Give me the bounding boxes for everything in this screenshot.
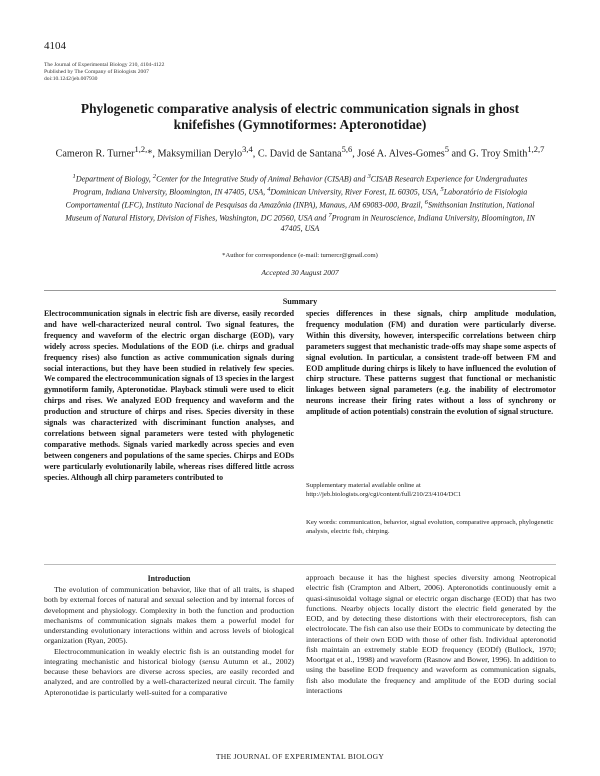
supplementary-link[interactable]: http://jeb.biologists.org/cgi/content/full/210/23/4104/DC1 xyxy=(306,491,462,498)
author-list: Cameron R. Turner$^{1,2,}$*, Maksymilian Derylo$^{3,4}$, C. David de Santana$^{5,6}$, José A. Alves-Gomes$^5$ and G. Troy Smith$^{1,2,7}$ xyxy=(55,144,545,160)
introduction-heading: Introduction xyxy=(147,574,191,583)
journal-citation: The Journal of Experimental Biology 210, 4104-4122 xyxy=(44,62,165,68)
introduction-left-column xyxy=(44,585,294,698)
summary-left-column: Electrocommunication signals in electric fish are diverse, easily recorded and have well-characterized neural control. Two signal features, the frequency and waveform of the electric organ discharge (EOD), vary widely across species. Modulations of the EOD (i.e. chirps and gradual frequency rises) also function as active communication signals during social interactions, but they have been studied in relatively few species. We compared the electrocommunication signals of 13 species in the largest gymnotiform family, Apteronotidae. Playback stimuli were used to elicit chirps and rises. We analyzed EOD frequency and waveform and the production and structure of chirps and rises. Species diversity in these signals was characterized with discriminant function analyses, and correlations between signal parameters were tested with phylogenetic comparative methods. Signals varied markedly across species and even between congeners and populations of the same species. Chirps and EODs were particularly evolutionarily labile, whereas rises differed little across species. Although all chirp parameters contributed to xyxy=(44,309,294,482)
affiliations: $^1$Department of Biology, $^2$Center for the Integrative Study of Animal Behavior (CISAB) and $^3$CISAB Research Experience for Undergraduates Program, Indiana University, Bloomington, IN 47405, USA, $^4$Dominican University, River Forest, IL 60305, USA, $^5$Laboratório de Fisiologia Comportamental (LFC), Instituto Nacional de Pesquisas da Amazônia (INPA), Manaus, AM 69083-000, Brazil, $^6$Smithsonian Institution, National Museum of Natural History, Division of Fishes, Washington, DC 20560, USA and $^7$Program in Neuroscience, Indiana University, Bloomington, IN 47405, USA xyxy=(65,173,535,233)
intro-paragraph-2: Electrocommunication in weakly electric fish is an outstanding model for integrating mechanistic and historical biology (sensu Autumn et al., 2002) because these behaviors are diverse across species, are easily recorded and analyzed, and are controlled by a well-characterized neural circuit. The family Apteronotidae is particularly well-suited for a comparative xyxy=(44,646,294,697)
summary-right-column: species differences in these signals, chirp amplitude modulation, frequency modulation (FM) and duration were particularly diverse. Within this diversity, however, interspecific correlations between chirp parameters suggest that mechanistic trade-offs may shape some aspects of signal evolution. In particular, a consistent trade-off between FM and EOD amplitude during chirps is likely to have influenced the evolution of chirp structure. These patterns suggest that functional or mechanistic linkages between signal parameters (e.g. the inability of electromotor neurons increase their firing rates without a loss of synchrony or amplitude of action potentials) constrain the evolution of signal structure. xyxy=(306,309,556,417)
page-number: 4104 xyxy=(44,40,66,52)
correspondence-note: *Author for correspondence (e-mail: turnercr@gmail.com) xyxy=(222,252,378,259)
journal-footer: THE JOURNAL OF EXPERIMENTAL BIOLOGY xyxy=(215,752,385,761)
supplementary-note xyxy=(306,481,556,499)
section-divider xyxy=(44,564,556,565)
keywords: Key words: communication, behavior, signal evolution, comparative approach, phylogenetic analysis, electric fish, chirping. xyxy=(306,519,554,535)
journal-info xyxy=(44,62,164,84)
intro-paragraph-3: approach because it has the highest species diversity among Neotropical electric fish (Crampton and Albert, 2006). Apteronotids continuously emit a quasi-sinusoidal voltage signal or electric organ discharge (EOD) that has two functions. Nearby objects locally distort the electric field generated by the EOD, and by detecting these distortions with their electroreceptors, fish can electrolocate. The fish can also use their EODs to communicate by detecting the interactions of their own EOD with those of other fish. Individual apteronotid fish maintain an extremely stable EOD frequency (EODf) (Bullock, 1970; Moortgat et al., 1998) and waveform (Rasnow and Bower, 1996). In addition to using the baseline EOD frequency and waveform as communication signals, fish also modulate the frequency and amplitude of the EOD during social interactions xyxy=(306,573,556,695)
title-line-2: knifefishes (Gymnotiformes: Apteronotidae) xyxy=(173,117,427,132)
summary-heading: Summary xyxy=(282,297,318,306)
accepted-date: Accepted 30 August 2007 xyxy=(261,268,339,277)
publisher-line: Published by The Company of Biologists 2007 xyxy=(44,69,149,76)
article-title xyxy=(44,101,556,133)
title-line-1: Phylogenetic comparative analysis of electric communication signals in ghost xyxy=(80,101,520,116)
introduction-right-column xyxy=(306,573,556,696)
doi-line: doi:10.1242/jeb.007930 xyxy=(44,76,98,83)
intro-paragraph-1: The evolution of communication behavior, like that of all traits, is shaped both by external forces of natural and sexual selection and by internal forces of development and physiology. Complexity in both the function and production mechanisms of communication signals makes them a powerful model for understanding evolutionary interactions within and across levels of biological organization (Ryan, 2005). xyxy=(44,585,294,646)
header-divider xyxy=(44,290,556,291)
supplementary-label: Supplementary material available online at xyxy=(306,482,421,489)
